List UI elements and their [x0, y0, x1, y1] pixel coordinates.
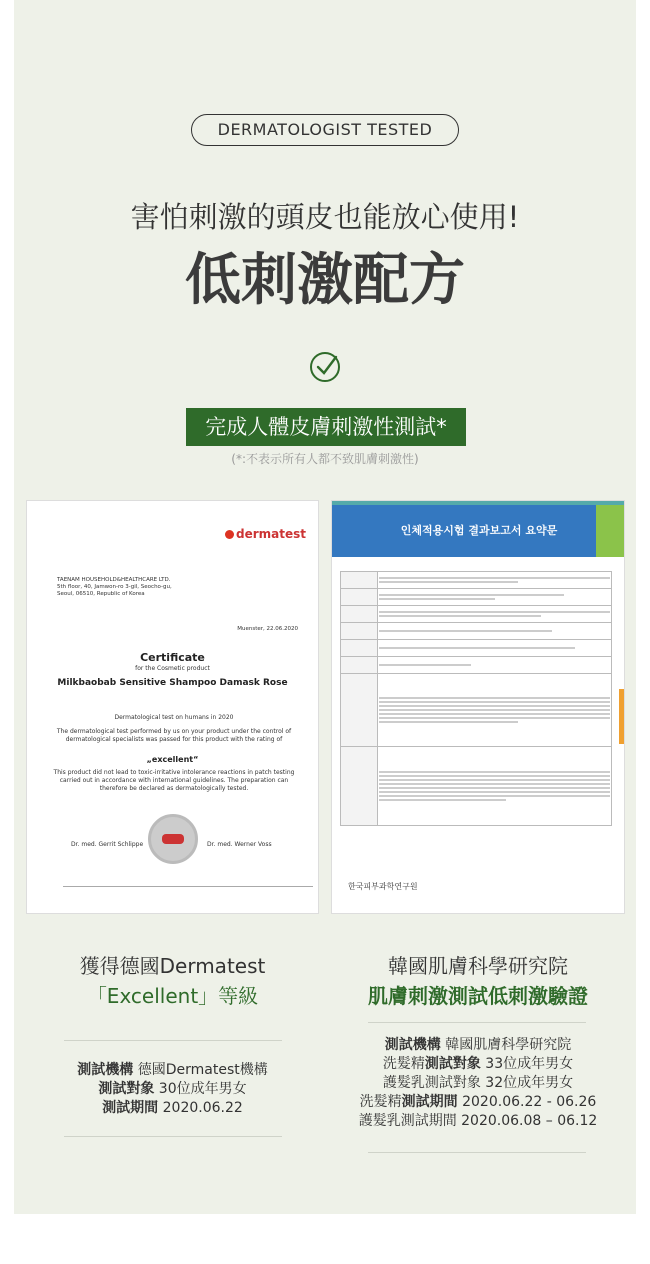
check-circle-icon: [309, 350, 343, 384]
certificate-title: Certificate: [140, 651, 205, 664]
certificate-desc2: This product did not lead to toxic-irritative intolerance reactions in patch testing carried out in accordance with international guidelines. The preparation can therefore be declared as dermatologically tested.: [53, 769, 295, 792]
right-info: 測試機構 韓國肌膚科學研究院 洗髮精測試對象 33位成年男女 護髮乳測試對象 32位成年男女 洗髮精測試期間 2020.06.22 - 06.26 護髮乳測試期間 2020.06.08 – 06.12: [358, 1037, 598, 1129]
certificate-test: Dermatological test on humans in 2020: [114, 714, 234, 721]
report-orange-tab: [619, 689, 625, 744]
signature-1: Dr. med. Gerrit Schlippe: [71, 841, 144, 848]
right-divider-bottom: [368, 1152, 586, 1153]
report-header: 인체적용시험 결과보고서 요약문: [332, 505, 625, 557]
right-caption-line1: 韓國肌膚科學研究院: [388, 954, 568, 978]
left-caption-line2: 「Excellent」等級: [86, 984, 259, 1008]
certificate-product: Milkbaobab Sensitive Shampoo Damask Rose: [57, 678, 288, 688]
left-divider-bottom: [64, 1136, 282, 1137]
page-title: 低刺激配方: [185, 248, 465, 313]
left-divider-top: [64, 1040, 282, 1041]
left-caption-line1: 獲得德國Dermatest: [79, 954, 266, 978]
dermatest-logo: dermatest: [225, 527, 306, 541]
dermatologist-tested-badge: DERMATOLOGIST TESTED: [191, 114, 459, 146]
signature-2: Dr. med. Werner Voss: [207, 841, 272, 848]
certificate-date: Muenster, 22.06.2020: [237, 626, 298, 632]
certificate-subtitle: for the Cosmetic product: [135, 665, 210, 672]
right-caption-line2: 肌膚刺激測試低刺激驗證: [368, 984, 588, 1008]
certificate-rating: „excellent“: [146, 755, 199, 764]
dermatest-certificate: [26, 500, 319, 914]
korean-test-report: [331, 500, 625, 914]
subtitle: 害怕刺激的頭皮也能放心使用!: [130, 200, 520, 234]
right-divider-top: [368, 1022, 586, 1023]
certificate-desc1: The dermatological test performed by us on your product under the control of dermatological specialists was passed for this product with the rating of: [56, 728, 292, 743]
certificate-footer: [63, 886, 313, 899]
report-table: [340, 571, 612, 826]
dermatest-seal: [148, 814, 198, 864]
certificate-address: TAENAM HOUSEHOLD&HEALTHCARE LTD. 5th floor, 40, Jamwon-ro 3-gil, Seocho-gu, Seoul, 06510, Republic of Korea: [57, 577, 172, 597]
left-info: 測試機構 德國Dermatest機構 測試對象 30位成年男女 測試期間 2020.06.22: [77, 1062, 268, 1116]
skin-test-label: 完成人體皮膚刺激性測試*: [186, 408, 466, 446]
institute-logo: 한국피부과학연구원: [348, 882, 418, 891]
disclaimer-note: (*:不表示所有人都不致肌膚刺激性): [231, 452, 419, 466]
